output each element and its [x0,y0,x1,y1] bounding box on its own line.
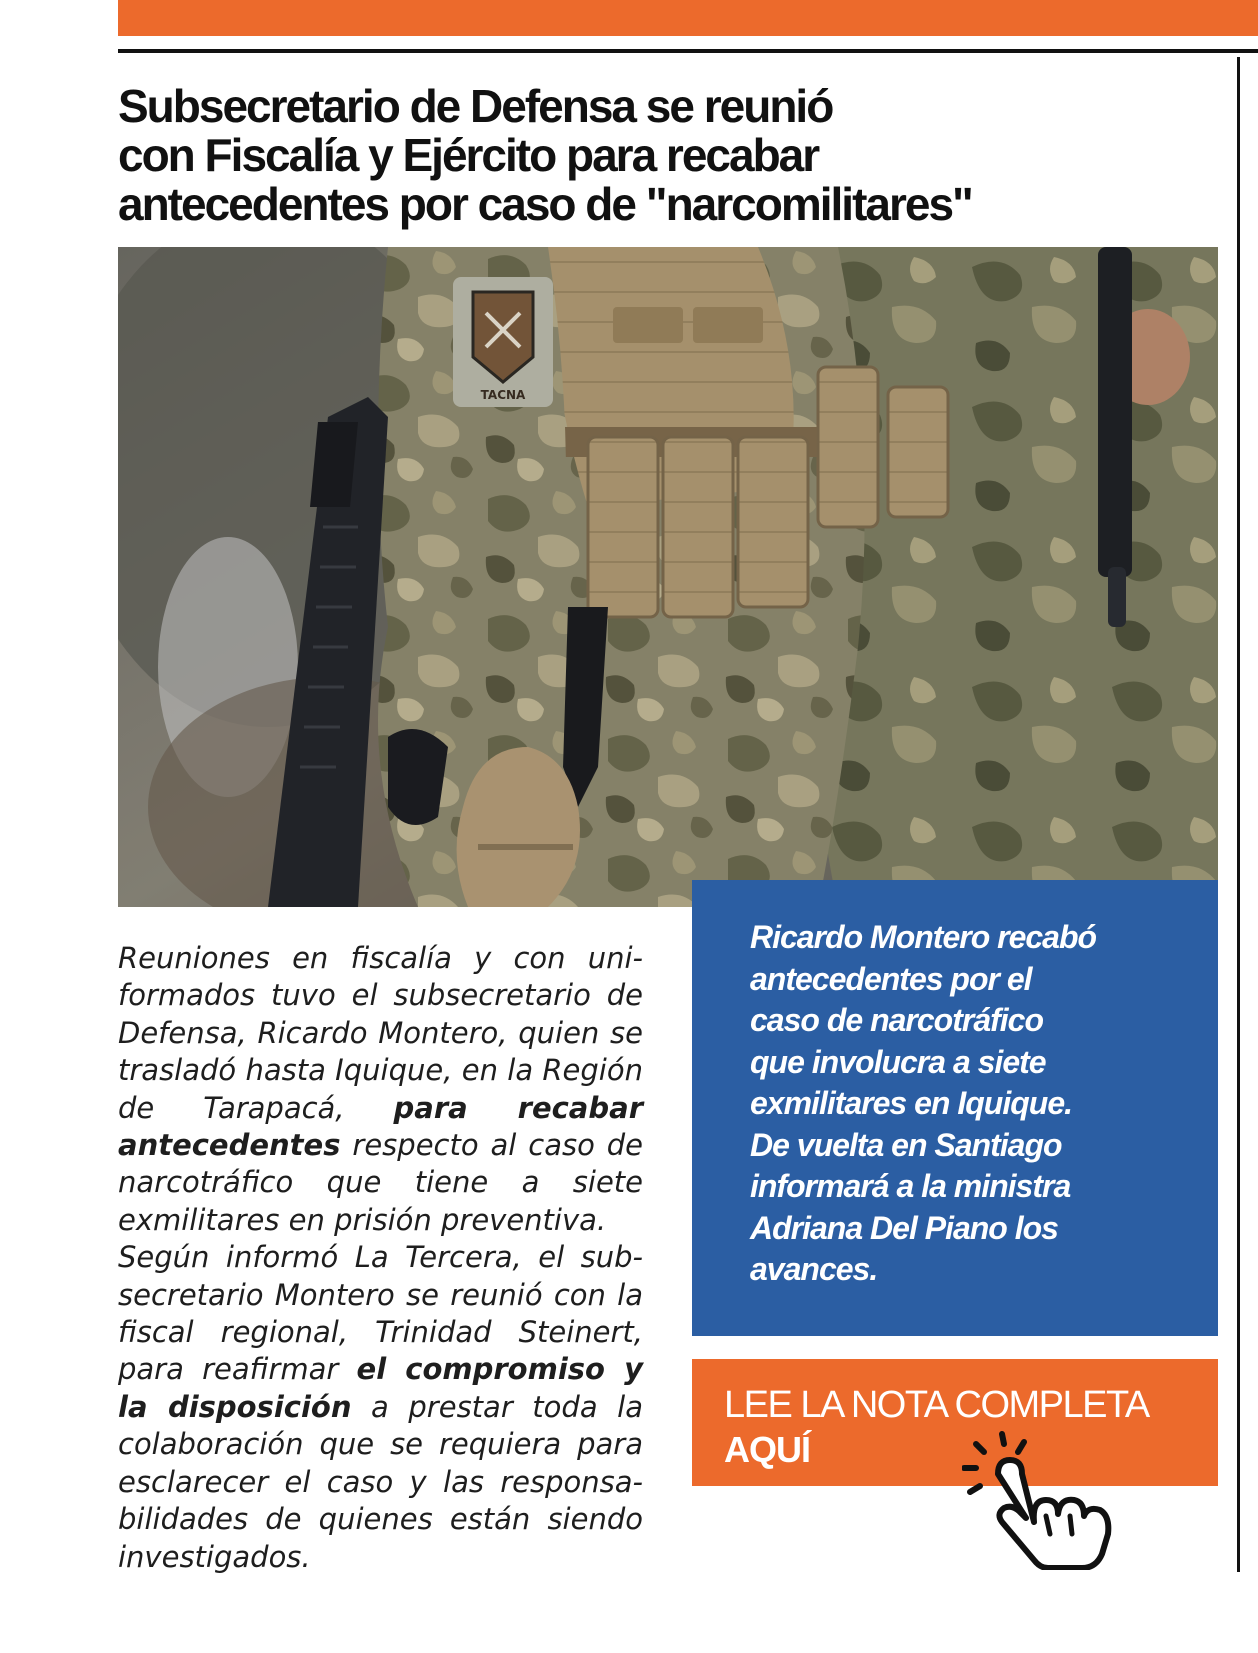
callout-line-3: caso de narcotráfico [750,1002,1043,1038]
body-p2-text-a: Según informó La Tercera, el subsecretario Montero se reunió con la fiscal regional, Trinidad Steinert, para reafirmar [118,1240,643,1387]
body-p1-bold: para recabar antecedentes [118,1090,644,1163]
headline-line-3: antecedentes por caso de "narcomilitares" [118,178,972,230]
headline-line-1: Subsecretario de Defensa se reunió [118,80,833,132]
callout-line-1: Ricardo Montero recabó [750,919,1097,955]
top-orange-bar [118,0,1258,36]
body-p2-bold: el compromiso y la disposición [118,1352,643,1424]
right-divider [1237,57,1240,1572]
callout-line-9: avances. [750,1251,878,1287]
body-paragraph-2 [118,1239,643,1576]
body-p1-text-a: Reuniones en fiscalía y con uniformados tuvo el subsecretario de Defensa, Ricardo Montero, quien se trasladó hasta Iquique, en la Región de Tarapacá, [118,941,643,1125]
hand-click-icon [962,1430,1122,1570]
callout-line-7: informará a la ministra [750,1168,1071,1204]
headline-line-2: con Fiscalía y Ejército para recabar [118,129,819,181]
top-divider [118,49,1258,53]
patch-text: TACNA [480,388,526,402]
callout-line-4: que involucra a siete [750,1043,1046,1080]
body-p2-text-c: a prestar toda la colaboración que se requiera para esclarecer el caso y las responsabilidades de quienes están siendo investigados. [118,1389,643,1574]
callout-line-2: antecedentes por el [750,960,1032,997]
read-full-note-button[interactable] [692,1359,1218,1486]
cta-label: LEE LA NOTA COMPLETA [724,1384,1149,1426]
summary-callout [692,880,1218,1336]
body-paragraph-1 [118,940,643,1239]
headline [118,82,1218,229]
article-photo [118,247,1218,907]
cta-label-bold: AQUÍ [724,1429,810,1470]
callout-line-5: exmilitares en Iquique. [750,1085,1072,1121]
callout-line-6: De vuelta en Santiago [750,1126,1062,1163]
callout-line-8: Adriana Del Piano los [750,1209,1058,1246]
article-body [118,940,643,1576]
body-p1-text-c: respecto al caso de narcotráfico que tiene a siete exmilitares en prisión preventiva. [118,1128,643,1237]
